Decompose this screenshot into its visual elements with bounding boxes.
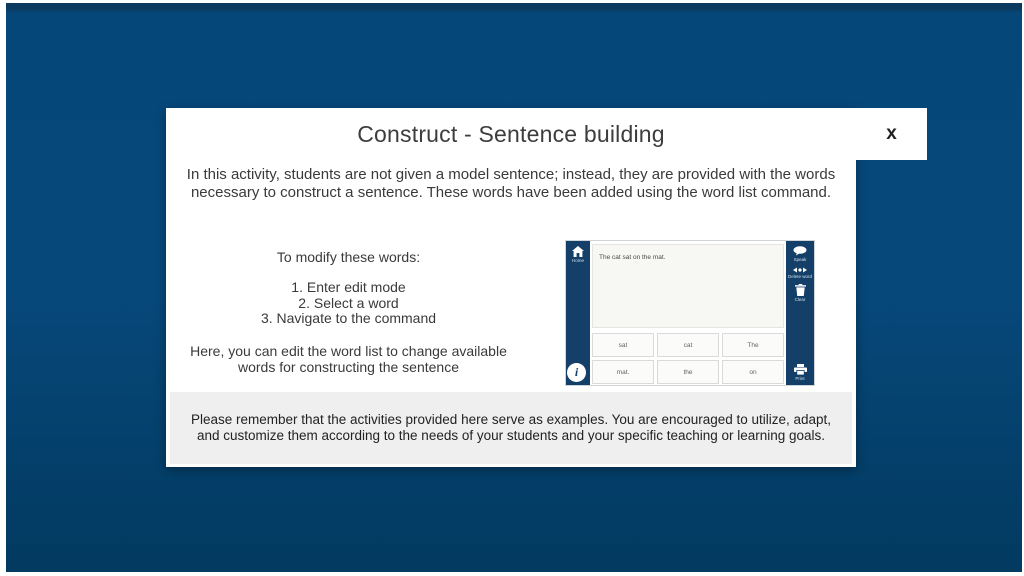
close-icon: x [886, 123, 897, 144]
home-icon [572, 246, 584, 257]
steps-heading: To modify these words: [276, 249, 421, 265]
word-cell: the [657, 360, 719, 384]
preview-main-area [590, 241, 786, 385]
dialog-title: Construct - Sentence building [357, 120, 665, 147]
print-button [786, 364, 814, 381]
speak-button [786, 246, 814, 262]
delete-word-button [786, 267, 814, 279]
preview-left-sidebar [566, 241, 590, 385]
word-cell: The [722, 333, 784, 357]
dialog-header [166, 108, 856, 160]
sentence-display: The cat sat on the mat. [592, 244, 784, 328]
step-item: 3. Navigate to the command [260, 310, 437, 326]
delete-word-label: Delete word [787, 274, 812, 279]
word-grid [592, 333, 784, 384]
app-background [6, 3, 1022, 572]
footer-note-panel [170, 392, 852, 464]
intro-paragraph: In this activity, students are not given a model sentence; instead, they are provided with the words necessary to construct a sentence. These words have been added using the word list command. [186, 166, 836, 201]
app-screenshot-preview [565, 240, 815, 386]
edit-hint-text: Here, you can edit the word list to change available words for constructing the sentence [190, 343, 507, 375]
steps-list [176, 280, 521, 327]
trash-icon [795, 284, 806, 296]
preview-right-sidebar [786, 241, 814, 385]
info-dialog [166, 108, 897, 467]
delete-word-icon [793, 267, 807, 273]
home-label: Home [571, 258, 584, 263]
step-item: 2. Select a word [298, 294, 399, 311]
info-icon: i [567, 363, 586, 382]
word-cell: sat [592, 333, 654, 357]
print-label: Print [795, 376, 805, 381]
word-cell: mat. [592, 360, 654, 384]
speech-bubble-icon [793, 246, 807, 256]
footer-note-text: Please remember that the activities provided here serve as examples. You are encouraged to utilize, adapt, and customize them according to the needs of your students and your specific teaching or learning goals. [190, 411, 832, 443]
step-item: 1. Enter edit mode [291, 279, 406, 295]
close-button[interactable] [856, 108, 927, 160]
word-cell: cat [657, 333, 719, 357]
word-cell: on [722, 360, 784, 384]
speak-label: Speak [793, 257, 807, 262]
clear-button [786, 284, 814, 302]
home-button [566, 246, 590, 263]
clear-label: Clear [794, 297, 806, 302]
printer-icon [794, 364, 807, 375]
